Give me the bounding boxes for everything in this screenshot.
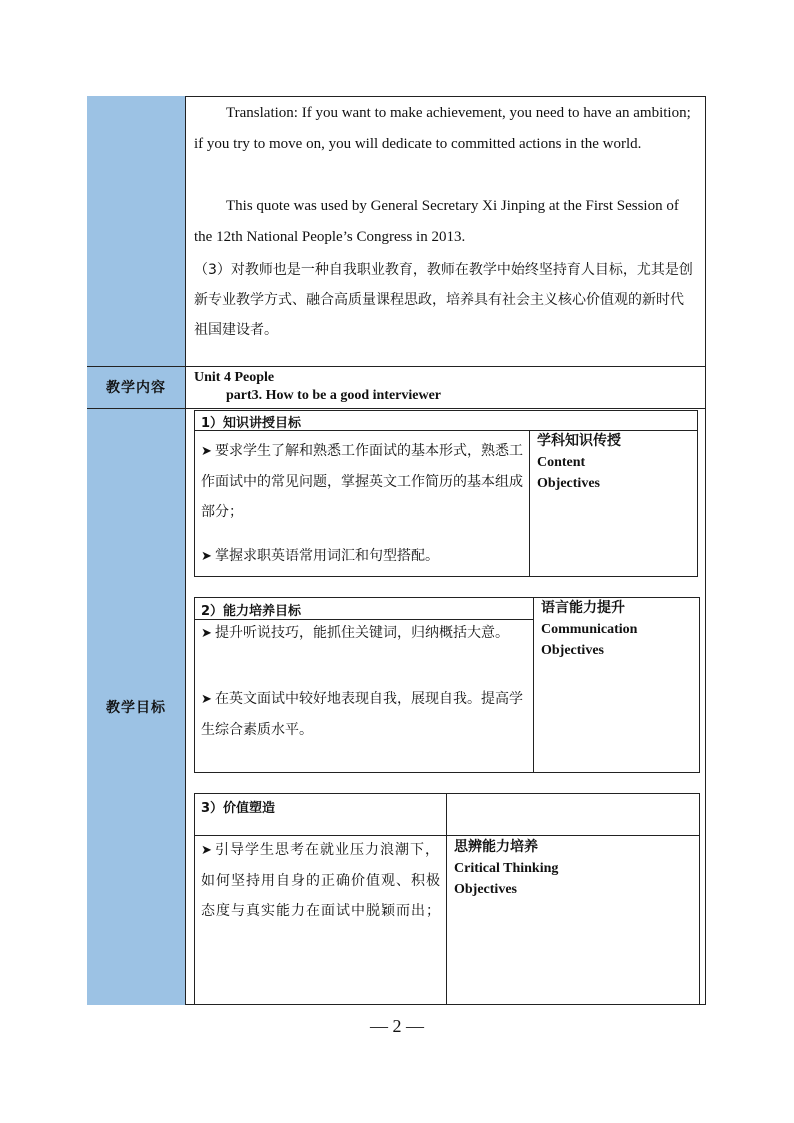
- arrow-bullet-icon: ➤: [201, 843, 213, 858]
- ability-heading: 2）能力培养目标: [201, 604, 302, 619]
- label-cell-objectives: [87, 408, 186, 1005]
- ability-bullet: [201, 618, 529, 649]
- ability-bullet: [201, 684, 529, 745]
- label-content-text: 教学内容: [106, 380, 166, 396]
- ability-bullet-text: 提升听说技巧，能抓住关键词，归纳概括大意。: [215, 625, 509, 641]
- arrow-bullet-icon: ➤: [201, 444, 212, 459]
- knowledge-tag-en: Content: [537, 455, 586, 470]
- label-cell-content: [87, 366, 186, 408]
- knowledge-tag-en: Objectives: [537, 476, 600, 491]
- page-number: — 2 —: [370, 1016, 424, 1036]
- knowledge-heading: 1）知识讲授目标: [201, 416, 302, 431]
- knowledge-bullet: [201, 541, 523, 572]
- arrow-bullet-icon: ➤: [201, 626, 212, 641]
- label-objectives-text: 教学目标: [106, 699, 166, 716]
- ability-tag: [541, 598, 637, 661]
- box-divider: [529, 430, 530, 577]
- value-tag-en: Objectives: [454, 882, 517, 897]
- translation-paragraph: Translation: If you want to make achievement, you need to have an ambition; if you try to move on, you will dedicate to committed actions in the world.: [194, 105, 691, 152]
- knowledge-tag-cn: 学科知识传授: [537, 433, 621, 449]
- value-tag-en: Critical Thinking: [454, 861, 559, 876]
- value-heading: 3）价值塑造: [201, 801, 276, 816]
- value-bullet: [201, 835, 441, 926]
- box-divider: [446, 793, 447, 1005]
- quote-source-paragraph: This quote was used by General Secretary Xi Jinping at the First Session of the 12th National People’s Congress in 2013.: [194, 198, 679, 245]
- ability-tag-cn: 语言能力提升: [541, 600, 625, 616]
- row-divider: [87, 408, 706, 409]
- value-bullet-text: 引导学生思考在就业压力浪潮下，如何坚持用自身的正确价值观、积极态度与真实能力在面试中脱颖而出；: [201, 842, 441, 919]
- value-tag-cn: 思辨能力培养: [454, 839, 538, 855]
- ability-bullet-text: 在英文面试中较好地表现自我，展现自我。提高学生综合素质水平。: [201, 691, 523, 738]
- knowledge-tag: [537, 431, 621, 494]
- part-title: part3. How to be a good interviewer: [226, 388, 442, 403]
- box-divider: [533, 597, 534, 773]
- knowledge-bullet-text: 要求学生了解和熟悉工作面试的基本形式，熟悉工作面试中的常见问题，掌握英文工作简历的基本组成部分；: [201, 443, 523, 520]
- arrow-bullet-icon: ➤: [201, 692, 212, 707]
- knowledge-bullet: [201, 436, 523, 527]
- value-tag: [454, 837, 558, 900]
- ability-tag-en: Objectives: [541, 643, 604, 658]
- knowledge-bullet-text: 掌握求职英语常用词汇和句型搭配。: [215, 548, 439, 564]
- teacher-note-paragraph: （3）对教师也是一种自我职业教育，教师在教学中始终坚持育人目标，尤其是创新专业教学方式、融合高质量课程思政，培养具有社会主义核心价值观的新时代祖国建设者。: [194, 262, 693, 338]
- ability-tag-en: Communication: [541, 622, 638, 637]
- label-cell-continued: [87, 96, 186, 366]
- unit-title: Unit 4 People: [194, 370, 275, 385]
- row-divider: [87, 366, 706, 367]
- arrow-bullet-icon: ➤: [201, 549, 212, 564]
